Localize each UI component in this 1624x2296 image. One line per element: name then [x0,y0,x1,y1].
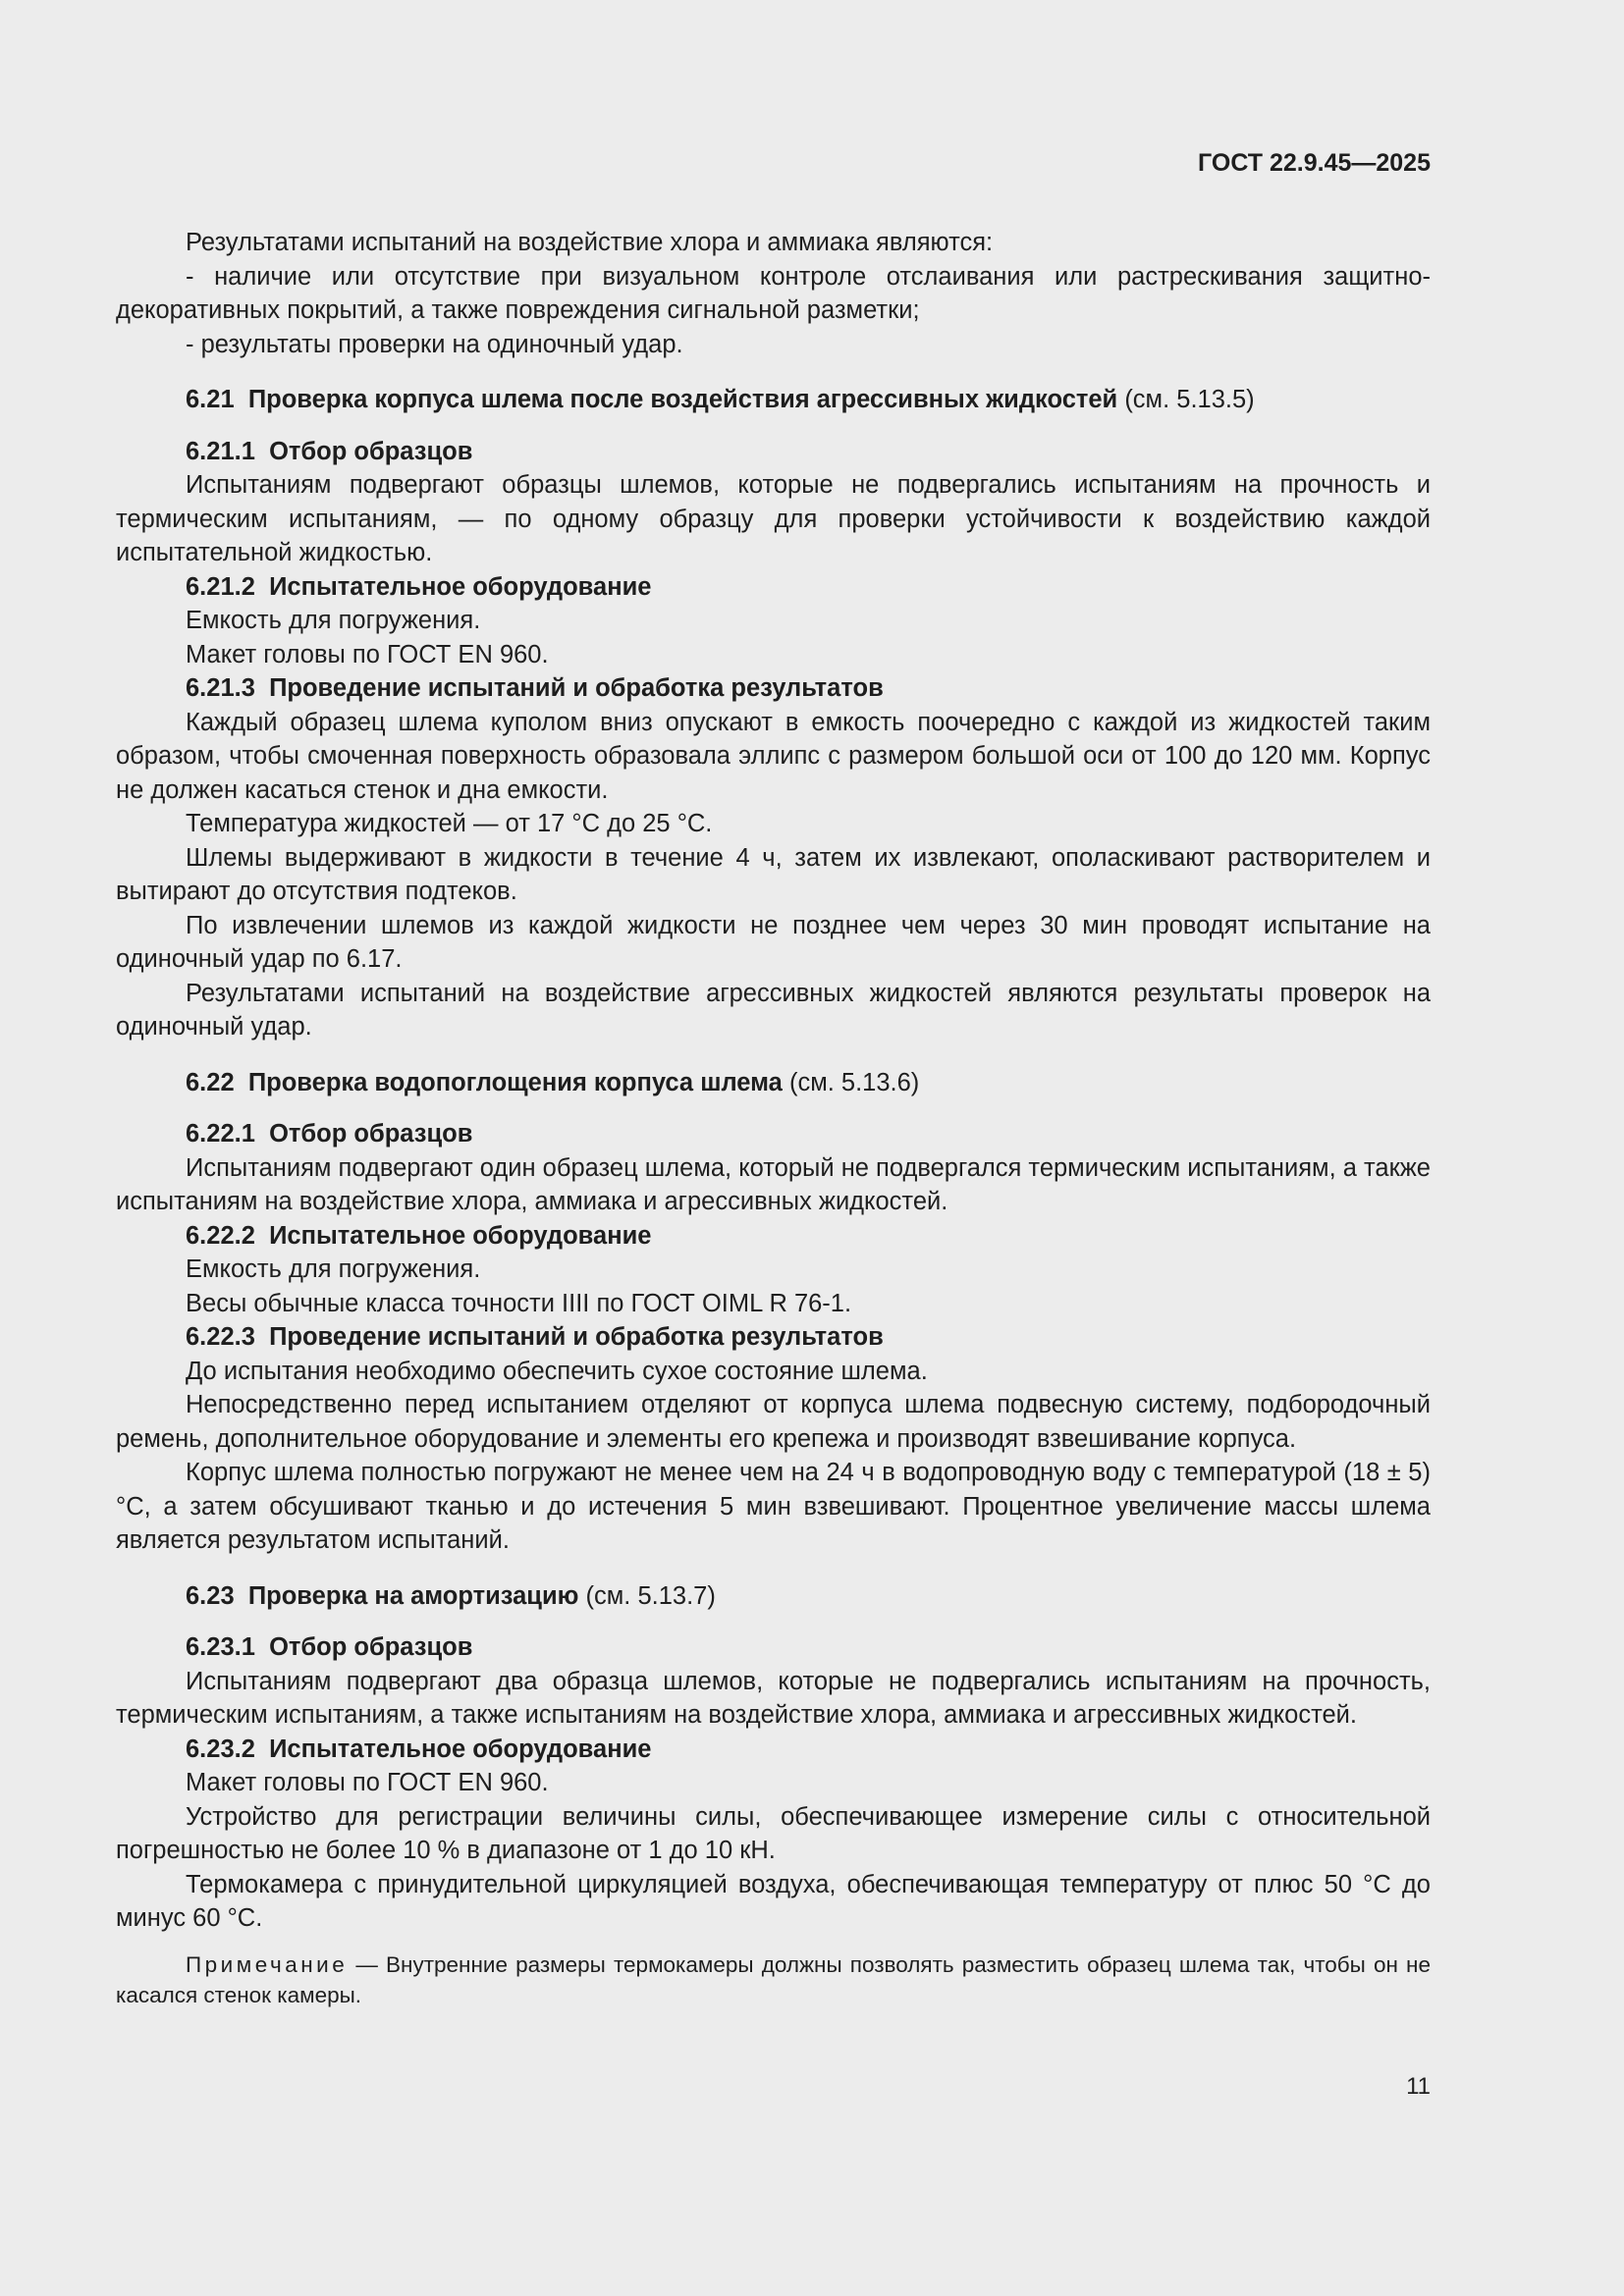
paragraph: Непосредственно перед испытанием отделяют от корпуса шлема подвесную систему, подбородочный ремень, дополнительное оборудование и элементы его крепежа и производят взвешивание корпуса. [116,1391,1431,1453]
doc-code-header: ГОСТ 22.9.45—2025 [1198,149,1431,177]
section-title: Проверка на амортизацию [247,1581,579,1610]
paragraph: Весы обычные класса точности IIII по ГОСТ OIML R 76-1. [186,1289,852,1317]
paragraph: Шлемы выдерживают в жидкости в течение 4 ч, затем их извлекают, ополаскивают растворителем и вытирают до отсутствия подтеков. [116,843,1431,905]
subsection-number: 6.21.1 [186,437,255,465]
subsection-heading-6-23-1 [116,1630,1431,1665]
subsection-number: 6.21.3 [186,674,255,702]
subsection-number: 6.22.1 [186,1120,255,1148]
subsection-number: 6.22.3 [186,1323,255,1351]
paragraph: Испытаниям подвергают два образца шлемов, которые не подвергались испытаниям на прочность, термическим испытаниям, а также испытаниям на воздействие хлора, аммиака и агрессивных жидкостей. [116,1667,1431,1729]
subsection-title: Отбор образцов [269,1120,473,1148]
paragraph: По извлечении шлемов из каждой жидкости не позднее чем через 30 мин проводят испытание на одиночный удар по 6.17. [116,911,1431,973]
note-text: — Внутренние размеры термокамеры должны позволять разместить образец шлема так, чтобы он не касался стенок камеры. [116,1951,1431,2007]
subsection-number: 6.23.2 [186,1735,255,1763]
paragraph: - наличие или отсутствие при визуальном контроле отслаивания или растрескивания защитно-декоративных покрытий, а также повреждения сигнальной разметки; [116,262,1431,324]
section-number: 6.23 [186,1581,235,1610]
paragraph: Результатами испытаний на воздействие агрессивных жидкостей являются результаты проверок на одиночный удар. [116,979,1431,1041]
subsection-number: 6.22.2 [186,1221,255,1250]
subsection-heading-6-22-3 [116,1320,1431,1355]
section-heading-6-22 [116,1066,1431,1100]
paragraph: До испытания необходимо обеспечить сухое состояние шлема. [186,1357,928,1385]
paragraph: Температура жидкостей — от 17 °С до 25 °С. [186,810,713,837]
section-number: 6.22 [186,1068,235,1096]
subsection-heading-6-21-3 [116,671,1431,706]
paragraph: Каждый образец шлема куполом вниз опускают в емкость поочередно с каждой из жидкостей таким образом, чтобы смоченная поверхность образовала эллипс с размером большой оси от 100 до 120 мм. Корпус не должен касаться стенок и дна емкости. [116,708,1431,804]
paragraph: Испытаниям подвергают один образец шлема, который не подвергался термическим испытаниям, а также испытаниям на воздействие хлора, аммиака и агрессивных жидкостей. [116,1153,1431,1215]
paragraph: Корпус шлема полностью погружают не менее чем на 24 ч в водопроводную воду с температурой (18 ± 5) °С, а затем обсушивают тканью и до истечения 5 мин взвешивают. Процентное увеличение массы шлема является результатом испытаний. [116,1459,1431,1554]
section-number: 6.21 [186,386,235,413]
paragraph: Термокамера с принудительной циркуляцией воздуха, обеспечивающая температуру от плюс 50 °С до минус 60 °С. [116,1870,1431,1932]
note-label: Примечание [186,1951,349,1977]
subsection-title: Отбор образцов [269,437,473,465]
paragraph: Устройство для регистрации величины силы, обеспечивающее измерение силы с относительной погрешностью не более 10 % в диапазоне от 1 до 10 кН. [116,1802,1431,1864]
subsection-title: Испытательное оборудование [269,1735,652,1763]
paragraph: Макет головы по ГОСТ EN 960. [186,640,549,668]
subsection-heading-6-23-2 [116,1733,1431,1767]
paragraph: Емкость для погружения. [186,607,481,634]
subsection-title: Проведение испытаний и обработка результатов [269,1323,884,1351]
subsection-heading-6-22-1 [116,1117,1431,1151]
note [116,1949,1431,2010]
paragraph: Макет головы по ГОСТ EN 960. [186,1769,549,1796]
paragraph: Емкость для погружения. [186,1255,481,1283]
paragraph: Испытаниям подвергают образцы шлемов, которые не подвергались испытаниям на прочность и термическим испытаниям, — по одному образцу для проверки устойчивости к воздействию каждой испытательной жидкостью. [116,471,1431,566]
subsection-heading-6-22-2 [116,1219,1431,1254]
subsection-title: Проведение испытаний и обработка результатов [269,674,884,702]
subsection-number: 6.23.1 [186,1633,255,1661]
section-title: Проверка корпуса шлема после воздействия агрессивных жидкостей [247,386,1118,413]
subsection-heading-6-21-2 [116,570,1431,605]
paragraph: - результаты проверки на одиночный удар. [186,330,683,358]
subsection-title: Отбор образцов [269,1633,473,1661]
subsection-title: Испытательное оборудование [269,572,652,601]
section-reference: (см. 5.13.6) [782,1068,920,1096]
section-reference: (см. 5.13.5) [1117,386,1255,413]
paragraph: Результатами испытаний на воздействие хлора и аммиака являются: [186,229,994,256]
subsection-number: 6.21.2 [186,572,255,601]
subsection-heading-6-21-1 [116,435,1431,469]
document-body [116,226,1431,2010]
section-heading-6-23 [116,1579,1431,1614]
page-number: 11 [1406,2073,1431,2100]
section-heading-6-21 [116,383,1431,417]
section-title: Проверка водопоглощения корпуса шлема [247,1068,783,1096]
section-reference: (см. 5.13.7) [578,1581,716,1610]
subsection-title: Испытательное оборудование [269,1221,652,1250]
